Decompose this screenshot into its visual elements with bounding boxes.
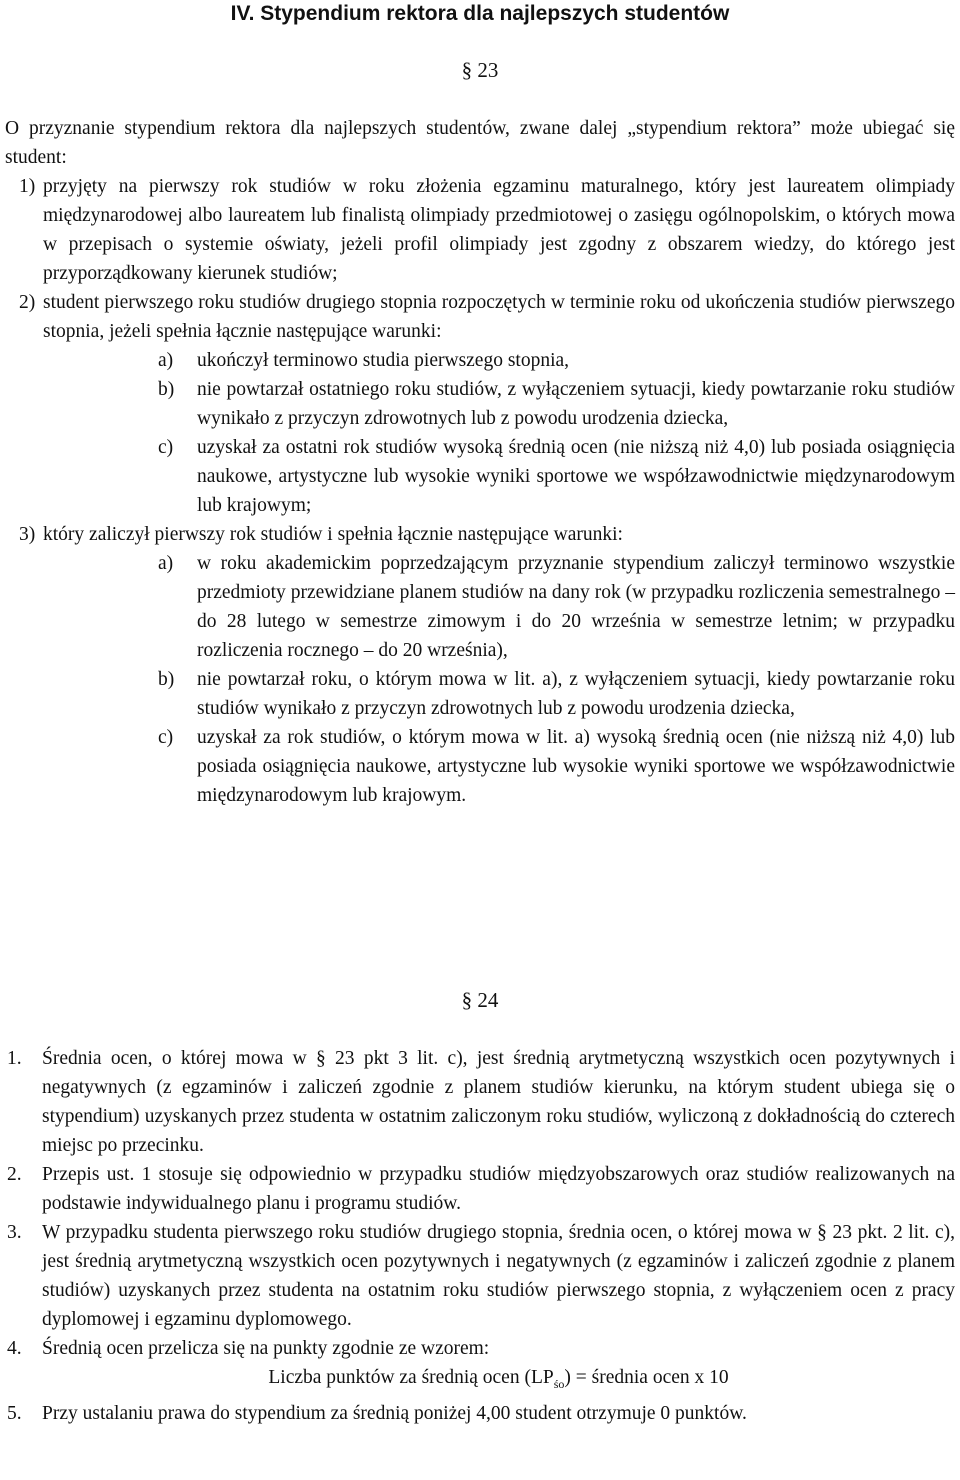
- formula-subscript: śo: [553, 1376, 565, 1391]
- sub-item: [5, 549, 955, 665]
- item-text: przyjęty na pierwszy rok studiów w roku złożenia egzaminu maturalnego, który jest laureatem olimpiady międzynarodowej albo laureatem lub finalistą olimpiady przedmiotowej o zasięgu ogólnopolskim, o których mowa w przepisach o systemie oświaty, jeżeli profil olimpiady jest zgodny z obszarem wiedzy, do którego jest przyporządkowany kierunek studiów;: [43, 176, 955, 284]
- sub-item: [5, 346, 955, 375]
- sub-item-letter: b): [158, 379, 175, 400]
- point-text: Średnia ocen, o której mowa w § 23 pkt 3 lit. c), jest średnią arytmetyczną wszystkich ocen pozytywnych i negatywnych (z egzaminów i zaliczeń zgodnie z planem studiów kierunku, na którym student ubiega się o stypendium) uzyskanych przez studenta w ostatnim zaliczonym roku studiów, wyliczoną z dokładnością do czterech miejsc po przecinku.: [42, 1048, 955, 1156]
- point-text: Przy ustalaniu prawa do stypendium za średnią poniżej 4,00 student otrzymuje 0 punktów.: [42, 1402, 747, 1424]
- list-item: [5, 288, 955, 346]
- point-text: Średnią ocen przelicza się na punkty zgodnie ze wzorem:: [42, 1338, 490, 1359]
- point-number: 4.: [7, 1338, 22, 1359]
- sub-item-text: ukończył terminowo studia pierwszego stopnia,: [197, 350, 570, 371]
- sub-item: [5, 723, 955, 810]
- numbered-point: [0, 1334, 955, 1363]
- formula-start: Liczba punktów za średnią ocen (LP: [268, 1367, 554, 1388]
- sub-item-letter: a): [158, 350, 174, 371]
- sub-item-text: w roku akademickim poprzedzającym przyznanie stypendium zaliczył terminowo wszystkie przedmioty przewidziane planem studiów na dany rok (w przypadku rozliczenia semestralnego – do 28 lutego w semestrze zimowym i do 20 września w semestrze letnim; w przypadku rozliczenia rocznego – do 20 września),: [197, 553, 955, 661]
- sub-item-text: nie powtarzał roku, o którym mowa w lit. a), z wyłączeniem sytuacji, kiedy powtarzanie roku studiów wynikało z przyczyn zdrowotnych lub z powodu urodzenia dziecka,: [197, 669, 955, 719]
- sub-item-letter: c): [158, 727, 174, 748]
- item-text: który zaliczył pierwszy rok studiów i spełnia łącznie następujące warunki:: [43, 524, 623, 545]
- sub-item: [5, 433, 955, 520]
- numbered-point: [0, 1399, 955, 1428]
- numbered-point: [0, 1044, 955, 1160]
- sub-item: [5, 665, 955, 723]
- points-formula: [0, 1363, 955, 1399]
- paragraph-24-heading: § 24: [461, 988, 499, 1012]
- sub-item-text: uzyskał za rok studiów, o którym mowa w lit. a) wysoką średnią ocen (nie niższą niż 4,0) lub posiada osiągnięcia naukowe, artystyczne lub wysokie wyniki sportowe we współzawodnictwie międzynarodowym lub krajowym.: [197, 727, 955, 806]
- sub-item-letter: a): [158, 553, 174, 574]
- list-item: [5, 520, 955, 549]
- item-text: student pierwszego roku studiów drugiego stopnia rozpoczętych w terminie roku od ukończenia studiów pierwszego stopnia, jeżeli spełnia łącznie następujące warunki:: [43, 292, 955, 342]
- sub-item: [5, 375, 955, 433]
- point-number: 3.: [7, 1222, 22, 1243]
- sub-item-letter: c): [158, 437, 174, 458]
- list-item: [5, 172, 955, 288]
- numbered-point: [0, 1218, 955, 1334]
- numbered-point: [0, 1160, 955, 1218]
- point-text: Przepis ust. 1 stosuje się odpowiednio w przypadku studiów międzyobszarowych oraz studiów realizowanych na podstawie indywidualnego planu i programu studiów.: [42, 1164, 955, 1214]
- section-title: IV. Stypendium rektora dla najlepszych studentów: [230, 2, 730, 25]
- point-number: 2.: [7, 1164, 22, 1185]
- item-number: 2): [19, 292, 36, 313]
- section-24-body: [0, 1044, 955, 1428]
- sub-item-letter: b): [158, 669, 175, 690]
- formula-end: ) = średnia ocen x 10: [564, 1367, 729, 1388]
- point-number: 1.: [7, 1048, 22, 1069]
- intro-text: O przyznanie stypendium rektora dla najlepszych studentów, zwane dalej „stypendium rektora” może ubiegać się student:: [5, 118, 955, 168]
- sub-item-text: uzyskał za ostatni rok studiów wysoką średnią ocen (nie niższą niż 4,0) lub posiada osiągnięcia naukowe, artystyczne lub wysokie wyniki sportowe we współzawodnictwie międzynarodowym lub krajowym;: [197, 437, 955, 516]
- sub-item-text: nie powtarzał ostatniego roku studiów, z wyłączeniem sytuacji, kiedy powtarzanie roku studiów wynikało z przyczyn zdrowotnych lub z powodu urodzenia dziecka,: [197, 379, 955, 429]
- section-23-body: [5, 114, 955, 810]
- item-number: 3): [19, 524, 36, 545]
- item-number: 1): [19, 176, 36, 197]
- point-number: 5.: [7, 1402, 22, 1424]
- point-text: W przypadku studenta pierwszego roku studiów drugiego stopnia, średnia ocen, o której mowa w § 23 pkt. 2 lit. c), jest średnią arytmetyczną wszystkich ocen pozytywnych i negatywnych (z egzaminów i zaliczeń zgodnie z planem studiów) uzyskanych przez studenta na ostatnim roku studiów pierwszego stopnia, z wyłączeniem ocen z pracy dyplomowej i egzaminu dyplomowego.: [42, 1222, 955, 1330]
- paragraph-23-heading: § 23: [461, 58, 499, 82]
